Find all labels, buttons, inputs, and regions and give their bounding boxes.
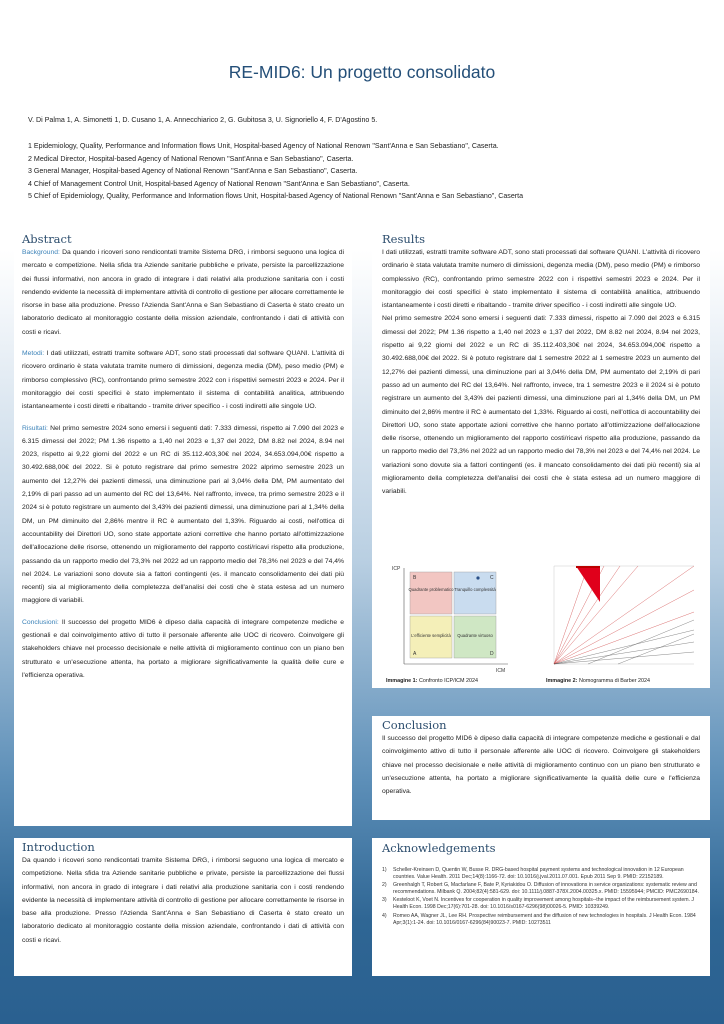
affiliation: 2 Medical Director, Hospital-based Agency of National Renown "Sant'Anna e San Sebastiano", Caserta.	[28, 154, 354, 163]
results-paragraph: I dati utilizzati, estratti tramite software ADT, sono stati processati dal software QUANI. L'attività di ricovero ordinario è stata valutata tramite numero di dimissioni, degenza media (DM), peso medio (PM) e rimborso complessivo (RC), confrontando primo semestre 2022 con i rispettivi semestri 2023 e 2024. Per il monitoraggio dei costi specifici è stato implementato il sistema di contabilità analitica, attribuendo istantaneamente i costi diretti e ribaltando - tramite driver specifico - i costi indiretti alle singole UO.	[382, 249, 700, 310]
icp-icm-matrix-figure	[388, 560, 538, 678]
quadrant-label: Tranquillo complessità	[454, 587, 496, 592]
acknowledgements-panel	[372, 838, 710, 976]
risultati-text: Nel primo semestre 2024 sono emersi i seguenti dati: 7.333 dimessi, rispetto ai 7.090 del 2023 e 6.315 dimessi del 2022; PM 1.36 rispetto a 1,40 nel 2023 e 1,37 del 2022, DM 8.82 nel 2024, 8.94 nel 2023, rispetto ai 9,22 giorni del 2022 e un RC di 35.112.403,30€ nel 2024, 34.653.094,00€ rispetto a 30.492.688,00€ del 2022. Si è potuto registrare dal primo semestre 2022 alprimo semestre 2023 un aumento del 12,27% dei pazienti dimessi, una diminuzione pari al 3,04% della DM, PM aumentato del 2,19% di pari passo ad un aumento del RC del 13,64%. Nel raffronto, invece, tra primo semestre 2023 e il 2024 si è potuto registrare un aumento del 3,43% dei pazienti dimessi, una diminuzione pari al 1,34% della DM, un PM diminuito del 2,86% mentre il RC è aumentato del 1,33%. Riguardo ai costi, nell'ottica di accountability dei Direttori UO, sono state apportate azioni correttive che hanno portato all'ottimizzazione dell'allocazione delle risorse, ottenendo un miglioramento del rapporto costi/ricavi rispetto alla produzione, passando da un rapporto medio del 73,3% nel 2022 ad un rapporto medio del 78,3% nel 2023 e del 74,4% nel 2024. Le variazioni sono dovute sia a fattori contingenti (es. il mancato consolidamento dei dati più recenti) sia al miglioramento della completezza dell'analisi dei costi che è stata estesa ad un numero maggiore di variabili.	[22, 424, 344, 605]
abstract-background	[22, 246, 344, 339]
abstract-conclusioni	[22, 616, 344, 682]
metodi-label: Metodi:	[22, 350, 45, 358]
quadrant-letter: B	[413, 575, 417, 581]
affiliation-list	[28, 140, 523, 203]
poster-title: RE-MID6: Un progetto consolidato	[228, 62, 496, 82]
abstract-body	[22, 246, 344, 682]
quadrant-label: L'efficiente semplicità	[411, 633, 451, 638]
poster-header	[0, 0, 724, 226]
quadrant-letter: C	[490, 575, 494, 581]
results-figures	[386, 560, 706, 686]
abstract-panel	[14, 230, 352, 826]
results-panel	[372, 230, 710, 688]
author-list: V. Di Palma 1, A. Simonetti 1, D. Cusano 1, A. Annecchiarico 2, G. Gubitosa 3, U. Signoriello 4, F. D'Agostino 5.	[28, 116, 378, 124]
data-point	[476, 576, 479, 579]
quadrant-letter: D	[490, 651, 494, 657]
conclusion-panel	[372, 716, 710, 820]
reference-item: 1) Scheller-Kreinsen D, Quentin W, Busse R. DRG-based hospital payment systems and technological innovation in 12 European countries. Value Health. 2011 Dec;14(8):1166-72. doi: 10.1016/j.jval.2011.07.001. Epub 2011 Sep 9. PMID: 22152189.	[382, 867, 684, 881]
introduction-heading: Introduction	[22, 840, 95, 854]
x-axis-label: ICM	[496, 668, 506, 674]
quadrant-letter: A	[413, 651, 417, 657]
results-paragraph: Nel primo semestre 2024 sono emersi i seguenti dati: 7.333 dimessi, rispetto ai 7.090 del 2023 e 6.315 dimessi del 2022; PM 1.36 rispetto a 1,40 nel 2023 e 1,37 del 2022, DM 8.82 nel 2024, 8.94 nel 2023, rispetto ai 9,22 giorni del 2022 e un RC di 35.112.403,30€ nel 2024, 34.653.094,00€ rispetto a 30.492.688,00€ del 2022. Si è potuto registrare dal 1 semestre 2022 al 1 semestre 2023 un aumento del 12,27% dei pazienti dimessi, una diminuzione pari al 3,04% della DM, PM aumentato del 2,19% di pari passo ad un aumento del RC del 13,64%. Nel raffronto, invece, tra 1 semestre 2023 e il 2024 si è potuto registrare un aumento del 3,43% dei pazienti dimessi, una diminuzione pari al 1,34% della DM, un PM diminuito del 2,86% mentre il RC è aumentato del 1,33%. Riguardo ai costi, nell'ottica di accountability dei Direttori UO, sono state apportate azioni correttive che hanno portato all'ottimizzazione dell'allocazione delle risorse, ottenendo un miglioramento del rapporto costi/ricavi rispetto alla produzione, passando da un rapporto medio del 73,3% nel 2022 ad un rapporto medio del 78,3% nel 2023 e del 74,4% nel 2024. Le variazioni sono dovute sia a fattori contingenti (es. il mancato consolidamento dei dati più recenti) sia al miglioramento della completezza dell'analisi dei costi che è stata estesa ad un numero maggiore di variabili.	[382, 315, 700, 496]
risultati-label: Risultati:	[22, 424, 48, 432]
quadrant-label: Quadrante problematico	[408, 587, 454, 592]
introduction-panel	[14, 838, 352, 976]
acknowledgements-heading: Acknowledgements	[382, 841, 496, 855]
affiliation: 5 Chief of Epidemiology, Quality, Performance and Information flows Unit, Hospital-based Agency of National Renown "Sant'Anna e San Sebastiano", Caserta	[28, 192, 524, 200]
barber-nomogram-figure	[548, 560, 698, 678]
figure1-caption: Immagine 1: Confronto ICP/ICM 2024	[386, 678, 478, 684]
conclusioni-label: Conclusioni:	[22, 618, 59, 626]
conclusion-body: Il successo del progetto MID6 è dipeso dalla capacità di integrare competenze mediche e gestionali e dal coinvolgimento attivo di tutto il personale afferente alle UOC di ricovero. Coinvolgere gli stakeholders chiave nel processo decisionale e nelle attività di miglioramento continuo con un piano ben strutturato e un'esecuzione attenta, ha portato a migliorare significativamente la qualità delle cure e l'efficienza operativa.	[382, 735, 700, 796]
affiliation: 3 General Manager, Hospital-based Agency of National Renown "Sant'Anna e San Sebastiano", Caserta.	[28, 167, 358, 175]
figure2-caption: Immagine 2: Nomogramma di Barber 2024	[546, 678, 650, 684]
affiliation: 1 Epidemiology, Quality, Performance and Information flows Unit, Hospital-based Agency of National Renown "Sant'Anna e San Sebastiano", Caserta.	[28, 142, 499, 150]
affiliation: 4 Chief of Management Control Unit, Hospital-based Agency of National Renown "Sant'Anna e San Sebastiano", Caserta.	[28, 179, 410, 188]
conclusioni-text: Il successo del progetto MID6 è dipeso dalla capacità di integrare competenze mediche e gestionali e dal coinvolgimento attivo di tutto il personale afferente alle UOC di ricovero. Coinvolgere gli stakeholders chiave nel processo decisionale e nelle attività di miglioramento continuo con un piano ben strutturato e un'esecuzione attenta, ha portato a migliorare significativamente la qualità delle cure e l'efficienza operativa.	[22, 618, 344, 679]
abstract-metodi	[22, 347, 344, 413]
quadrant-label: Quadrante virtuoso	[457, 633, 493, 638]
results-heading: Results	[382, 232, 425, 246]
reference-item: 2) Greenhalgh T, Robert G, Macfarlane F, Bate P, Kyriakidou O. Diffusion of innovations in service organizations: systematic review and recommendations. Milbank Q. 2004;82(4):581-629. doi: 10.1111/j.0887-378X.2004.00325.x. PMID: 15595944; PMCID: PMC2690184.	[382, 882, 699, 896]
background-text: Da quando i ricoveri sono rendicontati tramite Sistema DRG, i rimborsi seguono una logica di mercato e competizione. Nella sfida tra Aziende sanitarie pubbliche e private, persiste la parcellizzazione dei flussi informativi, non ancora in grado di integrare i dati relativi alla produzione sanitaria con i costi rendendo evidente la necessità di implementare attività di controllo di gestione per allocare correttamente le risorse in base alla produzione. Presso l'Azienda Sant'Anna e San Sebastiano di Caserta è stato creato un laboratorio dedicato al monitoraggio costante della mission aziendale, confrontando i dati di attività con costi e ricavi.	[22, 249, 344, 336]
y-axis-label: ICP	[392, 566, 401, 572]
reference-list	[382, 867, 700, 927]
abstract-risultati	[22, 422, 344, 608]
abstract-heading: Abstract	[22, 232, 72, 246]
reference-item: 4) Romeo AA, Wagner JL, Lee RH. Prospective reimbursement and the diffusion of new technologies in hospitals. J Health Econ. 1984 Apr;3(1):1-24. doi: 10.1016/0167-6296(84)90023-7. PMID: 10273511	[382, 912, 696, 926]
background-label: Background:	[22, 249, 60, 256]
conclusion-heading: Conclusion	[382, 718, 447, 732]
results-body	[382, 246, 700, 499]
metodi-text: I dati utilizzati, estratti tramite software ADT, sono stati processati dal software QUANI. L'attività di ricovero ordinario è stata valutata tramite numero di dimissioni, degenza media (DM), peso medio (PM) e rimborso complessivo (RC), confrontando primo semestre 2022 con i rispettivi semestri 2023 e 2024. Per il monitoraggio dei costi specifici è stato implementato il sistema di contabilità analitica, attribuendo istantaneamente i costi diretti e ribaltando - tramite driver specifico - i costi indiretti alle singole UO.	[22, 350, 344, 411]
introduction-body: Da quando i ricoveri sono rendicontati tramite Sistema DRG, i rimborsi seguono una logica di mercato e competizione. Nella sfida tra Aziende sanitarie pubbliche e private, persiste la parcellizzazione dei flussi informativi, non ancora in grado di integrare i dati relativi alla produzione sanitaria con i costi rendendo evidente la necessità di implementare attività di controllo di gestione per allocare correttamente le risorse in base alla produzione. Presso l'Azienda Sant'Anna e San Sebastiano di Caserta è stato creato un laboratorio dedicato al monitoraggio costante della mission aziendale, confrontando i dati di attività con costi e ricavi.	[22, 857, 344, 944]
reference-item: 3) Kesteloot K, Voet N. Incentives for cooperation in quality improvement among hospitals--the impact of the reimbursement system. J Health Econ. 1998 Dec;17(6):701-28. doi: 10.1016/s0167-6296(98)00026-5. PMID: 10339249.	[382, 897, 695, 911]
